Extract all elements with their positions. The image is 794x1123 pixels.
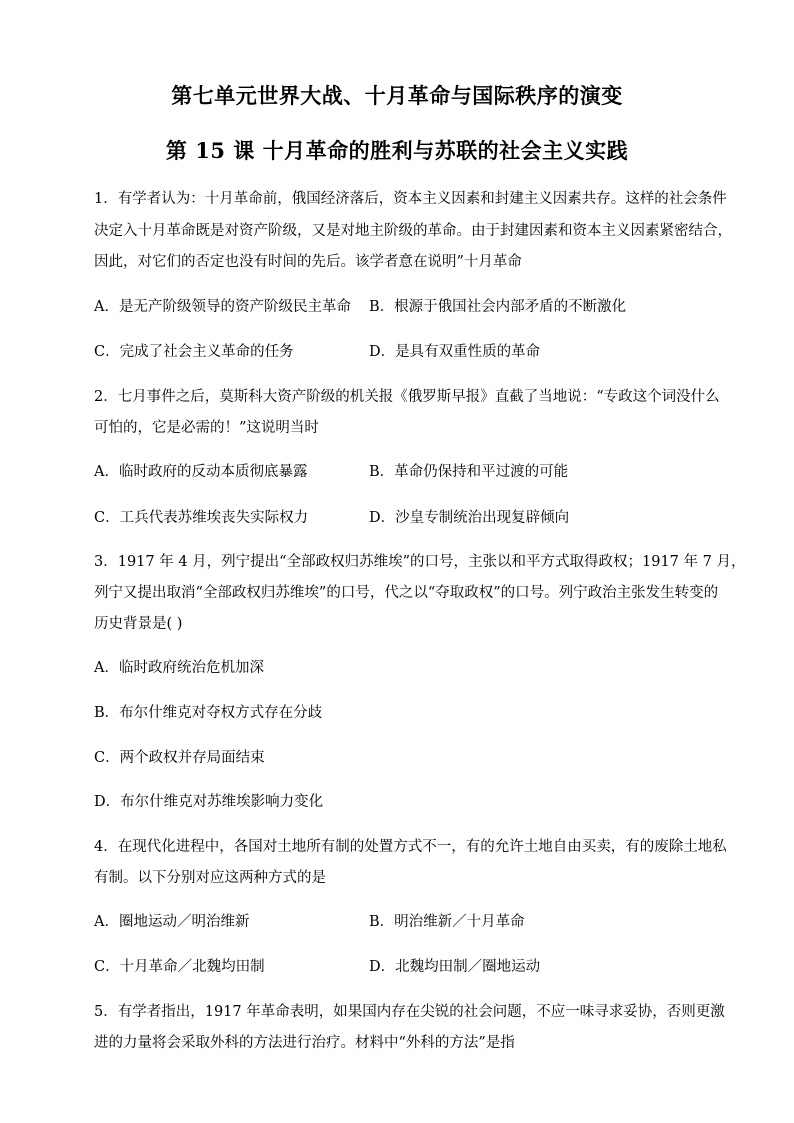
question-4-option-d[interactable]: D．北魏均田制／圈地运动 [369, 959, 541, 975]
question-2-option-d[interactable]: D．沙皇专制统治出现复辟倾向 [369, 510, 570, 526]
lesson-title: 第 15 课 十月革命的胜利与苏联的社会主义实践 [165, 138, 629, 163]
question-2-option-a[interactable]: A．临时政府的反动本质彻底暴露 [94, 464, 308, 480]
question-5-stem-line-1: 5．有学者指出，1917 年革命表明，如果国内存在尖锐的社会问题，不应一味寻求妥协，否则更激 [94, 1004, 725, 1020]
question-1-option-d[interactable]: D．是具有双重性质的革命 [369, 344, 541, 360]
question-3-stem-line-2: 列宁又提出取消“全部政权归苏维埃”的口号，代之以“夺取政权”的口号。列宁政治主张发生转变的 [94, 585, 719, 601]
unit-title: 第七单元世界大战、十月革命与国际秩序的演变 [171, 83, 623, 108]
question-1-stem-line-2: 决定入十月革命既是对资产阶级，又是对地主阶级的革命。由于封建因素和资本主义因素紧密结合， [94, 223, 732, 239]
question-4-option-c[interactable]: C．十月革命／北魏均田制 [94, 959, 265, 975]
question-4-stem-line-2: 有制。以下分别对应这两种方式的是 [94, 870, 326, 886]
question-5-stem-line-2: 进的力量将会采取外科的方法进行治疗。材料中“外科的方法”是指 [94, 1035, 515, 1051]
question-2-stem-line-2: 可怕的，它是必需的！”这说明当时 [94, 420, 319, 436]
question-2-option-c[interactable]: C．工兵代表苏维埃丧失实际权力 [94, 510, 309, 526]
question-1-option-c[interactable]: C．完成了社会主义革命的任务 [94, 344, 294, 360]
question-1-option-b[interactable]: B．根源于俄国社会内部矛盾的不断激化 [369, 299, 627, 315]
question-1-stem-line-1: 1．有学者认为：十月革命前，俄国经济落后，资本主义因素和封建主义因素共存。这样的社会条件 [94, 191, 727, 207]
question-2-stem-line-1: 2．七月事件之后，莫斯科大资产阶级的机关报《俄罗斯早报》直截了当地说：“专政这个词没什么 [94, 389, 720, 405]
question-3-option-a[interactable]: A．临时政府统治危机加深 [94, 660, 264, 676]
question-3-option-d[interactable]: D．布尔什维克对苏维埃影响力变化 [94, 794, 324, 810]
question-3-stem-line-3: 历史背景是( ) [94, 616, 183, 632]
question-4-option-a[interactable]: A．圈地运动／明治维新 [94, 914, 250, 930]
question-4-stem-line-1: 4．在现代化进程中，各国对土地所有制的处置方式不一，有的允许土地自由买卖，有的废除土地私 [94, 839, 727, 855]
question-4-option-b[interactable]: B．明治维新／十月革命 [369, 914, 525, 930]
question-2-option-b[interactable]: B．革命仍保持和平过渡的可能 [369, 464, 569, 480]
question-1-stem-line-3: 因此，对它们的否定也没有时间的先后。该学者意在说明”十月革命 [94, 254, 522, 270]
question-3-option-c[interactable]: C．两个政权并存局面结束 [94, 750, 265, 766]
question-1-option-a[interactable]: A．是无产阶级领导的资产阶级民主革命 [94, 299, 351, 315]
question-3-stem-line-1: 3．1917 年 4 月，列宁提出“全部政权归苏维埃”的口号，主张以和平方式取得政权；1917 年 7 月， [94, 554, 746, 570]
question-3-option-b[interactable]: B．布尔什维克对夺权方式存在分歧 [94, 705, 323, 721]
